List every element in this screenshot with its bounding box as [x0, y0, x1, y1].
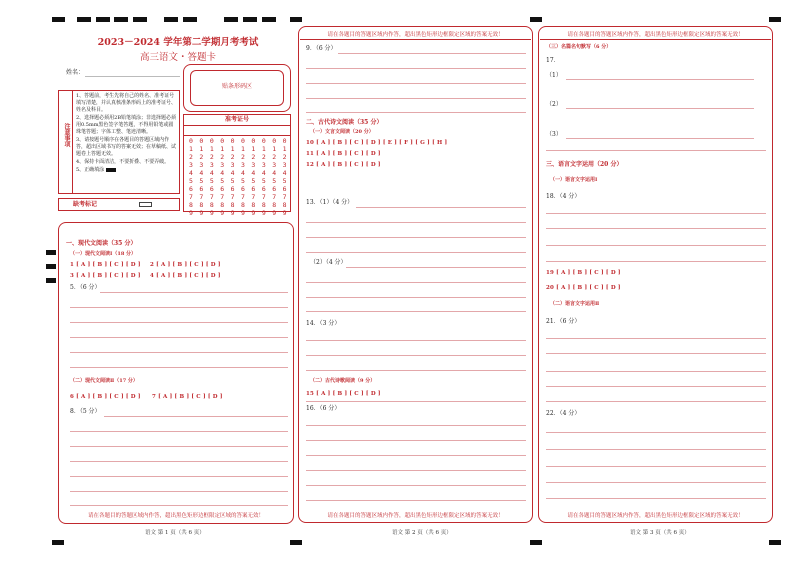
choice-q12[interactable]: 12 [ A ] [ B ] [ C ] [ D ] [306, 162, 381, 168]
notice-item: 1、答题前，考生先将自己的姓名、准考证号填写清楚，并认真核准条形码上的准考证号、姓名及科目。 [76, 93, 177, 113]
question-22: 22．（4 分） [546, 410, 581, 417]
choice-q4[interactable]: 4 [ A ] [ B ] [ C ] [ D ] [150, 273, 221, 279]
section-modern-reading: 一、现代文阅读（35 分） [66, 240, 137, 247]
ticket-digit-bubble[interactable]: 4 [189, 169, 193, 177]
ticket-digit-bubble[interactable]: 1 [282, 145, 287, 153]
question-13-2: （2）（4 分） [310, 259, 347, 266]
ticket-digit-bubble[interactable]: 5 [272, 177, 277, 185]
question-21: 21．（6 分） [546, 318, 581, 325]
answer-line[interactable] [306, 500, 526, 501]
align-mark [46, 264, 56, 269]
choice-q10[interactable]: 10 [ A ] [ B ] [ C ] [ D ] [ E ] [ F ] [ G ] [ H ] [306, 140, 448, 146]
ticket-digit-bubble[interactable]: 7 [199, 193, 204, 201]
q17-item-3: （3） [546, 131, 562, 138]
ticket-digit-bubble[interactable]: 8 [261, 201, 266, 209]
ticket-digit-bubble[interactable]: 9 [199, 209, 204, 217]
choice-q11[interactable]: 11 [ A ] [ B ] [ C ] [ D ] [306, 151, 381, 157]
answer-line[interactable] [70, 446, 288, 447]
choice-q19[interactable]: 19 [ A ] [ B ] [ C ] [ D ] [546, 270, 621, 276]
name-label: 姓名： [66, 69, 85, 76]
align-mark [114, 17, 128, 22]
ticket-digit-bubble[interactable]: 4 [261, 169, 266, 177]
panel-page2 [298, 26, 533, 523]
ticket-digit-bubble[interactable]: 5 [261, 177, 266, 185]
ticket-column [196, 137, 206, 217]
answer-line[interactable] [70, 461, 288, 462]
align-mark [96, 17, 110, 22]
ticket-digit-bubble[interactable]: 3 [199, 161, 204, 169]
ticket-digit-bubble[interactable]: 0 [241, 137, 245, 145]
ticket-digit-bubble[interactable]: 8 [189, 201, 193, 209]
ticket-digit-bubble[interactable]: 5 [199, 177, 204, 185]
answer-line[interactable] [306, 355, 526, 356]
ticket-digit-bubble[interactable]: 8 [282, 201, 287, 209]
answer-line[interactable] [546, 228, 766, 229]
ticket-digit-bubble[interactable]: 3 [241, 161, 245, 169]
ticket-digit-bubble[interactable]: 2 [251, 153, 256, 161]
ticket-digit-bubble[interactable]: 5 [220, 177, 225, 185]
answer-line[interactable] [306, 252, 526, 253]
ticket-digit-bubble[interactable]: 9 [251, 209, 256, 217]
ticket-digit-bubble[interactable]: 2 [272, 153, 277, 161]
answer-line[interactable] [546, 353, 766, 354]
ticket-input-line [184, 135, 290, 136]
choice-q7[interactable]: 7 [ A ] [ B ] [ C ] [ D ] [152, 394, 223, 400]
ticket-digit-bubble[interactable]: 3 [220, 161, 225, 169]
choice-q2[interactable]: 2 [ A ] [ B ] [ C ] [ D ] [150, 262, 221, 268]
ticket-column [228, 137, 238, 217]
ticket-column [207, 137, 217, 217]
ticket-column [217, 137, 227, 217]
ticket-digit-bubble[interactable]: 1 [261, 145, 266, 153]
ticket-digit-bubble[interactable]: 9 [241, 209, 245, 217]
answer-line[interactable] [306, 311, 526, 312]
answer-line[interactable] [546, 386, 766, 387]
align-mark [52, 17, 65, 22]
ticket-digit-bubble[interactable]: 9 [209, 209, 214, 217]
choice-q3[interactable]: 3 [ A ] [ B ] [ C ] [ D ] [70, 273, 141, 279]
answer-line[interactable] [566, 79, 754, 80]
answer-line[interactable] [346, 267, 526, 268]
ticket-digit-bubble[interactable]: 3 [282, 161, 287, 169]
ticket-digit-bubble[interactable]: 7 [272, 193, 277, 201]
missing-checkbox[interactable] [139, 202, 152, 207]
question-16: 16．（6 分） [306, 405, 341, 412]
sub-modern-1: （一）现代文阅读Ⅰ（18 分） [70, 251, 137, 257]
answer-line[interactable] [338, 53, 526, 54]
q17-item-2: （2） [546, 101, 562, 108]
ticket-digit-bubble[interactable]: 5 [282, 177, 287, 185]
align-mark [243, 17, 257, 22]
barcode-area [183, 64, 291, 112]
section-language: 三、语言文字运用（20 分） [546, 161, 623, 168]
answer-line[interactable] [70, 431, 288, 432]
ticket-digit-bubble[interactable]: 7 [282, 193, 287, 201]
ticket-digit-bubble[interactable]: 4 [220, 169, 225, 177]
answer-line[interactable] [306, 112, 526, 113]
page-footer: 语文 第 3 页（共 6 页） [630, 530, 690, 536]
ticket-digit-bubble[interactable]: 1 [251, 145, 256, 153]
ticket-column [248, 137, 258, 217]
question-9: 9．（6 分） [306, 45, 337, 52]
sub-language-2: （二）语言文字运用Ⅱ [550, 301, 600, 307]
answer-line[interactable] [546, 482, 766, 483]
notice-item: 3、请按题号顺序在各题目的答题区域内作答，超出区域书写的答案无效；在草稿纸、试题卷上答题无效。 [76, 137, 177, 157]
ticket-digit-bubble[interactable]: 0 [209, 137, 214, 145]
ticket-digit-bubble[interactable]: 0 [251, 137, 256, 145]
ticket-digit-bubble[interactable]: 0 [199, 137, 204, 145]
question-8: 8．（5 分） [70, 408, 101, 415]
ticket-digit-bubble[interactable]: 3 [261, 161, 266, 169]
ticket-digit-bubble[interactable]: 7 [241, 193, 245, 201]
answer-line[interactable] [546, 432, 766, 433]
answer-line[interactable] [306, 83, 526, 84]
ticket-digit-bubble[interactable]: 1 [209, 145, 214, 153]
ticket-digit-bubble[interactable]: 4 [241, 169, 245, 177]
ticket-digit-bubble[interactable]: 9 [272, 209, 277, 217]
ticket-digit-bubble[interactable]: 2 [220, 153, 225, 161]
answer-line[interactable] [566, 138, 754, 139]
ticket-digit-bubble[interactable]: 2 [241, 153, 245, 161]
ticket-digit-bubble[interactable]: 3 [251, 161, 256, 169]
answer-line[interactable] [70, 491, 288, 492]
notice-box [58, 90, 180, 194]
ticket-digit-bubble[interactable]: 2 [282, 153, 287, 161]
answer-line[interactable] [546, 213, 766, 214]
ticket-digit-bubble[interactable]: 0 [230, 137, 235, 145]
answer-line[interactable] [306, 370, 526, 371]
ticket-digit-bubble[interactable]: 9 [230, 209, 235, 217]
ticket-digit-bubble[interactable]: 8 [199, 201, 204, 209]
question-5: 5．（6 分） [70, 284, 101, 291]
answer-line[interactable] [546, 401, 766, 402]
align-mark [530, 17, 542, 22]
ticket-digit-bubble[interactable]: 6 [230, 185, 235, 193]
ticket-digit-bubble[interactable]: 1 [230, 145, 235, 153]
answer-line[interactable] [100, 292, 288, 293]
ticket-digit-bubble[interactable]: 8 [230, 201, 235, 209]
answer-line[interactable] [356, 207, 526, 208]
barcode-label: 贴条形码区 [221, 83, 252, 90]
notice-item: 2、选择题必须用2B铅笔填涂；非选择题必须用0.5mm黑色签字笔答题，不得用铅笔或圆珠笔答题；字体工整、笔迹清晰。 [76, 115, 177, 135]
answer-line[interactable] [306, 98, 526, 99]
question-13-1: 13．（1）（4 分） [306, 199, 354, 206]
ticket-digit-bubble[interactable]: 5 [189, 177, 193, 185]
align-mark [769, 540, 781, 545]
exam-subtitle: 高三语文・答题卡 [139, 52, 216, 63]
answer-line[interactable] [306, 68, 526, 69]
sub-classical-1: （一）文言文阅读（20 分） [310, 129, 374, 135]
notice-item: 4、保持卡面清洁，不要折叠、不要弄破。 [76, 159, 170, 165]
page-footer: 语文 第 1 页（共 6 页） [145, 530, 205, 536]
ticket-digit-bubble[interactable]: 7 [209, 193, 214, 201]
ticket-digit-bubble[interactable]: 3 [272, 161, 277, 169]
align-mark [530, 540, 542, 545]
ticket-digit-bubble[interactable]: 8 [251, 201, 256, 209]
notice-item [76, 167, 178, 174]
answer-line[interactable] [546, 449, 766, 450]
sub-classical-2: （二）古代诗歌阅读（9 分） [310, 378, 376, 384]
answer-line[interactable] [306, 237, 526, 238]
align-mark [290, 540, 302, 545]
align-mark [46, 278, 56, 283]
ticket-digit-bubble[interactable]: 8 [241, 201, 245, 209]
ticket-digit-bubble[interactable]: 9 [189, 209, 193, 217]
ticket-digit-bubble[interactable]: 1 [189, 145, 193, 153]
ticket-digit-bubble[interactable]: 7 [261, 193, 266, 201]
align-mark [52, 540, 64, 545]
answer-line[interactable] [546, 261, 766, 262]
answer-line[interactable] [306, 282, 526, 283]
ticket-digit-bubble[interactable]: 1 [241, 145, 245, 153]
ticket-digit-bubble[interactable]: 6 [209, 185, 214, 193]
ticket-digit-bubble[interactable]: 7 [230, 193, 235, 201]
sub-language-1: （一）语言文字运用Ⅰ [550, 177, 598, 183]
ticket-digit-bubble[interactable]: 2 [261, 153, 266, 161]
align-mark [262, 17, 276, 22]
divider [540, 39, 771, 40]
ticket-digit-bubble[interactable]: 5 [241, 177, 245, 185]
ticket-column [259, 137, 269, 217]
align-mark [769, 17, 781, 22]
ticket-digit-bubble[interactable]: 4 [282, 169, 287, 177]
answer-line[interactable] [546, 338, 766, 339]
question-18: 18．（4 分） [546, 193, 581, 200]
ticket-digit-bubble[interactable]: 2 [189, 153, 193, 161]
ticket-digit-bubble[interactable]: 3 [209, 161, 214, 169]
ticket-digit-bubble[interactable]: 9 [220, 209, 225, 217]
ticket-digit-bubble[interactable]: 2 [199, 153, 204, 161]
choice-q20[interactable]: 20 [ A ] [ B ] [ C ] [ D ] [546, 285, 621, 291]
answer-line[interactable] [70, 505, 288, 506]
ticket-digit-bubble[interactable]: 6 [199, 185, 204, 193]
align-mark [183, 17, 197, 22]
ticket-digit-bubble[interactable]: 0 [261, 137, 266, 145]
boundary-warning: 请在各题目的答题区域内作答，超出黑色矩形边框限定区域的答案无效！ [87, 513, 264, 519]
answer-line[interactable] [70, 307, 288, 308]
ticket-digit-bubble[interactable]: 6 [272, 185, 277, 193]
choice-q1[interactable]: 1 [ A ] [ B ] [ C ] [ D ] [70, 262, 141, 268]
ticket-digit-bubble[interactable]: 6 [261, 185, 266, 193]
answer-line[interactable] [70, 352, 288, 353]
answer-line[interactable] [306, 470, 526, 471]
notice-list [76, 93, 178, 174]
boundary-warning: 请在各题目的答题区域内作答，超出黑色矩形边框限定区域的答案无效！ [567, 513, 744, 519]
ticket-digit-bubble[interactable]: 1 [199, 145, 204, 153]
exam-title: 2023－2024 学年第二学期月考考试 [97, 37, 259, 48]
align-mark [46, 250, 56, 255]
answer-line[interactable] [70, 322, 288, 323]
answer-line[interactable] [546, 245, 766, 246]
answer-line[interactable] [546, 498, 766, 499]
answer-line[interactable] [546, 466, 766, 467]
ticket-digit-bubble[interactable]: 6 [241, 185, 245, 193]
ticket-digit-bubble[interactable]: 6 [220, 185, 225, 193]
ticket-digit-bubble[interactable]: 5 [230, 177, 235, 185]
ticket-digit-bubble[interactable]: 9 [282, 209, 287, 217]
ticket-header-line [184, 125, 290, 126]
ticket-digit-bubble[interactable]: 0 [220, 137, 225, 145]
ticket-digit-bubble[interactable]: 4 [199, 169, 204, 177]
ticket-digit-bubble[interactable]: 0 [272, 137, 277, 145]
fill-sample [106, 168, 116, 172]
ticket-digit-bubble[interactable]: 8 [272, 201, 277, 209]
boundary-warning: 请在各题目的答题区域内作答，超出黑色矩形边框限定区域的答案无效！ [327, 513, 504, 519]
align-mark [224, 17, 238, 22]
ticket-digit-bubble[interactable]: 3 [189, 161, 193, 169]
ticket-digit-bubble[interactable]: 6 [282, 185, 287, 193]
choice-q15[interactable]: 15 [ A ] [ B ] [ C ] [ D ] [306, 391, 381, 397]
ticket-grid [183, 114, 291, 217]
ticket-digit-bubble[interactable]: 4 [230, 169, 235, 177]
answer-line[interactable] [546, 371, 766, 372]
choice-q6[interactable]: 6 [ A ] [ B ] [ C ] [ D ] [70, 394, 141, 400]
ticket-digit-bubble[interactable]: 5 [209, 177, 214, 185]
answer-line[interactable] [306, 485, 526, 486]
ticket-column [280, 137, 290, 217]
answer-line[interactable] [306, 425, 526, 426]
ticket-digit-bubble[interactable]: 1 [272, 145, 277, 153]
ticket-column [186, 137, 196, 217]
notice-side-label: 注意事项 [63, 123, 70, 147]
ticket-digit-bubble[interactable]: 5 [251, 177, 256, 185]
answer-line[interactable] [306, 340, 526, 341]
answer-line[interactable] [566, 108, 754, 109]
align-mark [77, 17, 91, 22]
ticket-digit-bubble[interactable]: 6 [189, 185, 193, 193]
answer-line[interactable] [306, 455, 526, 456]
ticket-digit-bubble[interactable]: 8 [209, 201, 214, 209]
q17-item-1: （1） [546, 72, 562, 79]
answer-line[interactable] [104, 416, 288, 417]
ticket-digit-bubble[interactable]: 9 [261, 209, 266, 217]
sub-recitation: （三）名篇名句默写（6 分） [546, 44, 612, 50]
align-mark [290, 17, 302, 22]
name-field[interactable] [85, 76, 180, 77]
notice-side [59, 91, 73, 193]
missing-box [58, 198, 180, 211]
ticket-digit-bubble[interactable]: 0 [282, 137, 287, 145]
ticket-digit-bubble[interactable]: 0 [189, 137, 193, 145]
notice-item-text: 5、正确填涂 [76, 167, 105, 173]
divider [546, 150, 766, 151]
ticket-digit-bubble[interactable]: 3 [230, 161, 235, 169]
answer-line[interactable] [306, 222, 526, 223]
boundary-warning: 请在各题目的答题区域内作答，超出黑色矩形边框限定区域的答案无效！ [327, 32, 504, 38]
ticket-column [269, 137, 279, 217]
answer-line[interactable] [306, 297, 526, 298]
ticket-columns [186, 137, 290, 217]
question-17: 17． [546, 57, 560, 64]
ticket-digit-bubble[interactable]: 7 [189, 193, 193, 201]
answer-line[interactable] [306, 440, 526, 441]
ticket-digit-bubble[interactable]: 2 [209, 153, 214, 161]
ticket-digit-bubble[interactable]: 4 [209, 169, 214, 177]
ticket-column [238, 137, 248, 217]
ticket-label: 准考证号 [224, 116, 249, 123]
ticket-digit-bubble[interactable]: 7 [251, 193, 256, 201]
ticket-digit-bubble[interactable]: 6 [251, 185, 256, 193]
answer-line[interactable] [70, 476, 288, 477]
answer-line[interactable] [70, 367, 288, 368]
ticket-digit-bubble[interactable]: 4 [251, 169, 256, 177]
section-classical: 二、古代诗文阅读（35 分） [306, 119, 383, 126]
ticket-digit-bubble[interactable]: 1 [220, 145, 225, 153]
ticket-digit-bubble[interactable]: 7 [220, 193, 225, 201]
boundary-warning: 请在各题目的答题区域内作答，超出黑色矩形边框限定区域的答案无效！ [567, 32, 744, 38]
answer-line[interactable] [70, 337, 288, 338]
align-mark [164, 17, 178, 22]
question-14: 14．（3 分） [306, 320, 341, 327]
divider [306, 401, 526, 402]
missing-label: 缺考标记 [73, 201, 98, 208]
divider [300, 39, 531, 40]
ticket-digit-bubble[interactable]: 4 [272, 169, 277, 177]
page-footer: 语文 第 2 页（共 6 页） [392, 530, 452, 536]
align-mark [133, 17, 147, 22]
sub-modern-2: （二）现代文阅读Ⅱ（17 分） [70, 378, 138, 384]
ticket-digit-bubble[interactable]: 2 [230, 153, 235, 161]
ticket-digit-bubble[interactable]: 8 [220, 201, 225, 209]
